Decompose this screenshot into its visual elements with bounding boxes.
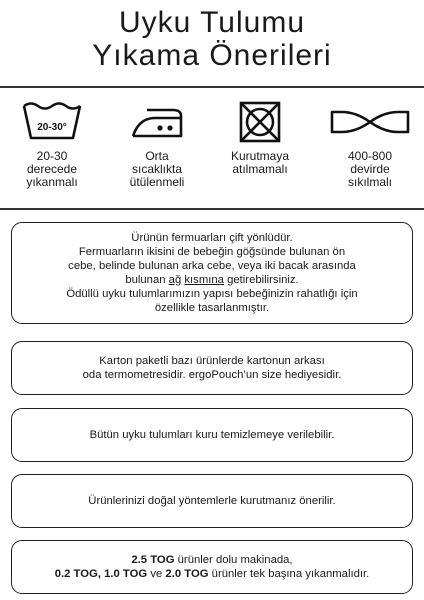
- care-label-no-tumble-dry: Kurutmaya atılmamalı: [230, 149, 290, 176]
- care-icons-row: [0, 100, 424, 200]
- info-box-natural-dry: Ürünlerinizi doğal yöntemlerle kurutmanız önerilir.: [11, 474, 413, 528]
- info-box-tog: 2.5 TOG ürünler dolu makinada, 0.2 TOG, 1.0 TOG ve 2.0 TOG ürünler tek başına yıkanmalıdır.: [11, 540, 413, 594]
- care-label-wring: 400-800 devirde sıkılmalı: [347, 149, 393, 189]
- care-label-iron: Orta sıcaklıkta ütülenmeli: [129, 149, 185, 189]
- divider-top: [0, 86, 424, 88]
- divider-bottom: [0, 208, 424, 210]
- wash-30-icon: [20, 100, 84, 144]
- wash-temp-text: 20-30°: [37, 122, 67, 133]
- title-line-2: Yıkama Önerileri: [92, 39, 332, 72]
- no-tumble-dry-icon: [228, 100, 292, 144]
- wring-icon: [328, 100, 412, 144]
- title-line-1: Uyku Tulumu: [118, 6, 306, 39]
- page-title: [0, 6, 424, 72]
- info-box-package: Karton paketli bazı ürünlerde kartonun arkası oda termometresidir. ergoPouch’un size hediyesidir.: [11, 341, 413, 395]
- info-box-zipper: Ürünün fermuarları çift yönlüdür. Fermuarların ikisini de bebeğin göğsünde bulunan ön cebe, belinde bulunan arka cebe, veya iki bacak arasında bulunan ağ kısmına getirebilirsiniz. Ödüllü uyku tulumlarımızın yapısı bebeğinizin rahatlığı için özellikle tasarlanmıştır.: [11, 222, 413, 324]
- care-label-wash: 20-30 derecede yıkanmalı: [26, 149, 78, 189]
- care-item-no-tumble-dry: [210, 100, 310, 176]
- care-item-iron: [107, 100, 207, 189]
- care-item-wring: [320, 100, 420, 189]
- care-item-wash: [2, 100, 102, 189]
- iron-icon: [125, 100, 189, 144]
- info-box-dryclean: Bütün uyku tulumları kuru temizlemeye verilebilir.: [11, 408, 413, 462]
